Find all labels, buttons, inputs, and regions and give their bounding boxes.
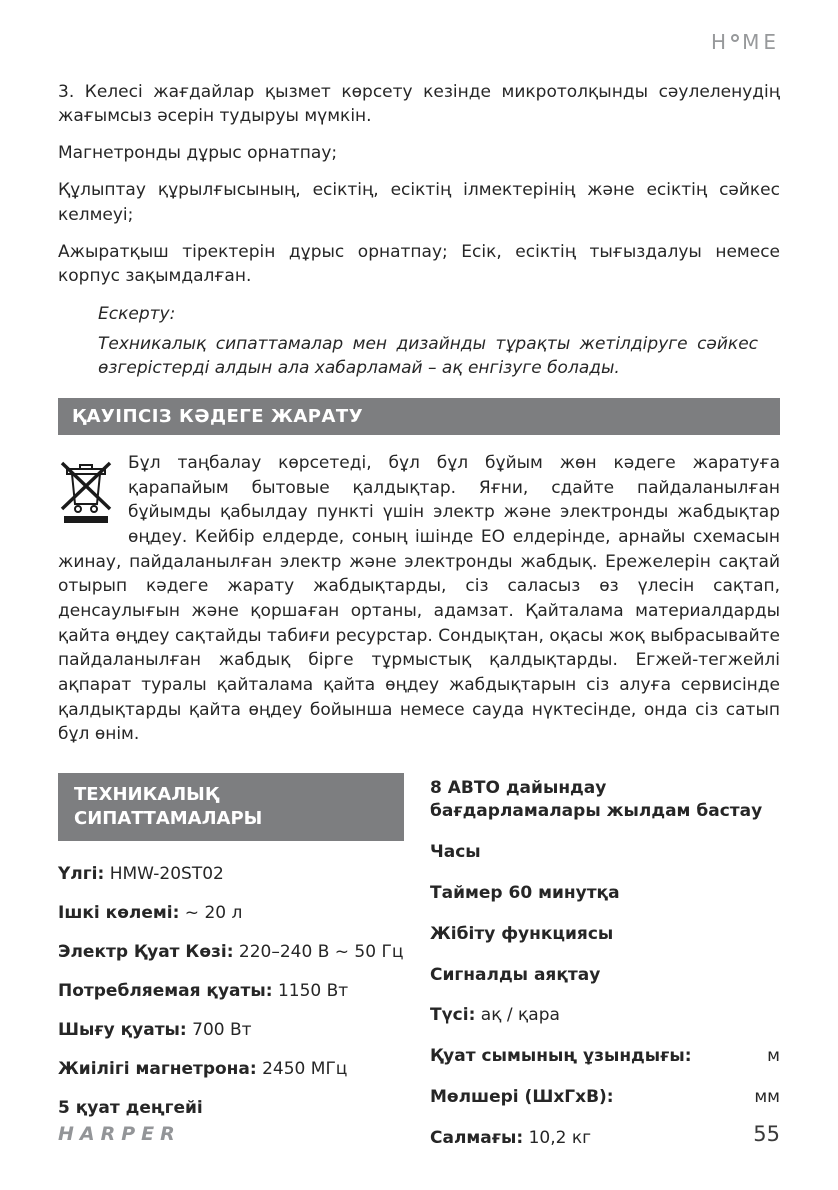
spec-label: Потребляемая қуаты:: [58, 981, 273, 1002]
intro-paragraph: 3. Келесі жағдайлар қызмет көрсету кезінде микротолқынды сәулеленудің жағымсыз әсерін тудыруы мүмкін.: [58, 82, 780, 127]
spec-row-power-source: [58, 941, 404, 964]
spec-label: Жібіту функциясы: [430, 923, 614, 944]
spec-row-cord-length: [430, 1045, 780, 1068]
note-body: Техникалық сипаттамалар мен дизайнды тұрақты жетілдіруге сәйкес өзгерістерді алдын ала хабарламай – ақ енгізуге болады.: [98, 333, 758, 378]
spec-row-power-consumption: [58, 980, 404, 1003]
intro-paragraph: Магнетронды дұрыс орнатпау;: [58, 143, 338, 164]
spec-value: 2450 МГц: [262, 1059, 348, 1080]
spec-row-model: [58, 863, 404, 886]
spec-row-defrost: [430, 923, 780, 946]
spec-row-color: [430, 1004, 780, 1027]
disposal-section-header: ҚАУІПСІЗ КӘДЕГЕ ЖАРАТУ: [58, 398, 780, 435]
spec-label: Ішкі көлемі:: [58, 903, 180, 924]
spec-row-clock: [430, 841, 780, 864]
spec-value: 1150 Вт: [277, 981, 349, 1002]
specs-right-column: [430, 773, 780, 1168]
spec-label: Қуат сымының ұзындығы:: [430, 1046, 692, 1067]
spec-label: 8 АВТО дайындау бағдарламалары жылдам бастау: [430, 777, 763, 821]
spec-label: Электр Қуат Көзі:: [58, 942, 234, 963]
spec-label: Часы: [430, 841, 481, 862]
disposal-text: Бұл таңбалау көрсетеді, бұл бұл бұйым жөн кәдеге жаратуға қарапайым бытовые қалдықтар. Яғни, сдайте пайдаланылған бұйымды қабылдау пункті үшін электр және электронды жабдықтар өңдеу. Кейбір елдерде, соның ішінде ЕО елдерінде, арнайы схемасын жинау, пайдаланылған электр және электронды жабдық. Ережелерін сақтай отырып кәдеге жарату жабдықтарды, сіз саласыз өз үлесін сақтап, денсаулығын және қоршаған ортаны, адамзат. Қайталама материалдарды қайта өңдеу сақтайды табиғи ресурстар. Сондықтан, оқасы жоқ выбрасывайте пайдаланылған жабдық бірге тұрмыстық қалдықтарды. Егжей-тегжейлі ақпарат туралы қайталама қайта өңдеу жабдықтарын сіз алуға сервисінде қалдықтарды қайта өңдеу бойынша немесе сауда нүктесінде, онда сіз сатып бұл өнім.: [58, 453, 780, 745]
specs-left-column: [58, 773, 404, 1168]
spec-value: ақ / қара: [480, 1005, 560, 1026]
spec-row-dimensions: [430, 1086, 780, 1109]
spec-label: Үлгі:: [58, 864, 105, 885]
spec-label: Шығу қуаты:: [58, 1020, 187, 1041]
disposal-paragraph: [58, 451, 780, 747]
spec-value: HMW-20ST02: [109, 864, 224, 885]
harper-brand-logo: HARPER: [58, 1123, 181, 1145]
spec-label: Жиілігі магнетрона:: [58, 1059, 257, 1080]
spec-label: Сигналды аяқтау: [430, 964, 601, 985]
spec-value: 220–240 В ~ 50 Гц: [238, 942, 404, 963]
spec-row-end-signal: [430, 964, 780, 987]
spec-row-magnetron-frequency: [58, 1058, 404, 1081]
spec-value: мм: [754, 1087, 780, 1108]
page-footer: [58, 1122, 780, 1149]
logo-circle-icon: [731, 34, 739, 42]
spec-value: 10,2 кг: [528, 1128, 592, 1149]
technical-specs-section: [58, 773, 780, 1168]
spec-value: м: [767, 1046, 780, 1067]
spec-value: ~ 20 л: [184, 903, 243, 924]
intro-paragraph: Ажыратқыш тіректерін дұрыс орнатпау; Есік, есіктің тығыздалуы немесе корпус зақымдалған.: [58, 241, 780, 286]
note-title: Ескерту:: [98, 303, 176, 324]
spec-row-power-levels: [58, 1097, 404, 1120]
spec-row-output-power: [58, 1019, 404, 1042]
specs-header: ТЕХНИКАЛЫҚ СИПАТТАМАЛАРЫ: [58, 773, 404, 842]
weee-crossed-out-bin-icon: [58, 455, 114, 531]
logo-h: H: [711, 30, 731, 54]
logo-me: ME: [742, 30, 780, 54]
intro-section: [58, 80, 780, 288]
spec-row-volume: [58, 902, 404, 925]
page-number: 55: [753, 1122, 780, 1146]
spec-label: Таймер 60 минутқа: [430, 882, 620, 903]
note-block: [98, 304, 780, 380]
spec-row-timer: [430, 882, 780, 905]
spec-label: Мөлшері (ШхГхВ):: [430, 1087, 614, 1108]
spec-label: Салмағы:: [430, 1128, 524, 1149]
home-brand-logo: [58, 30, 780, 54]
spec-label: Түсі:: [430, 1005, 476, 1026]
spec-row-auto-programs: [430, 777, 780, 823]
intro-paragraph: Құлыптау құрылғысының, есіктің, есіктің ілмектерінің және есіктің сәйкес келмеуі;: [58, 180, 780, 225]
spec-label: 5 қуат деңгейі: [58, 1098, 203, 1119]
spec-value: 700 Вт: [192, 1020, 252, 1041]
